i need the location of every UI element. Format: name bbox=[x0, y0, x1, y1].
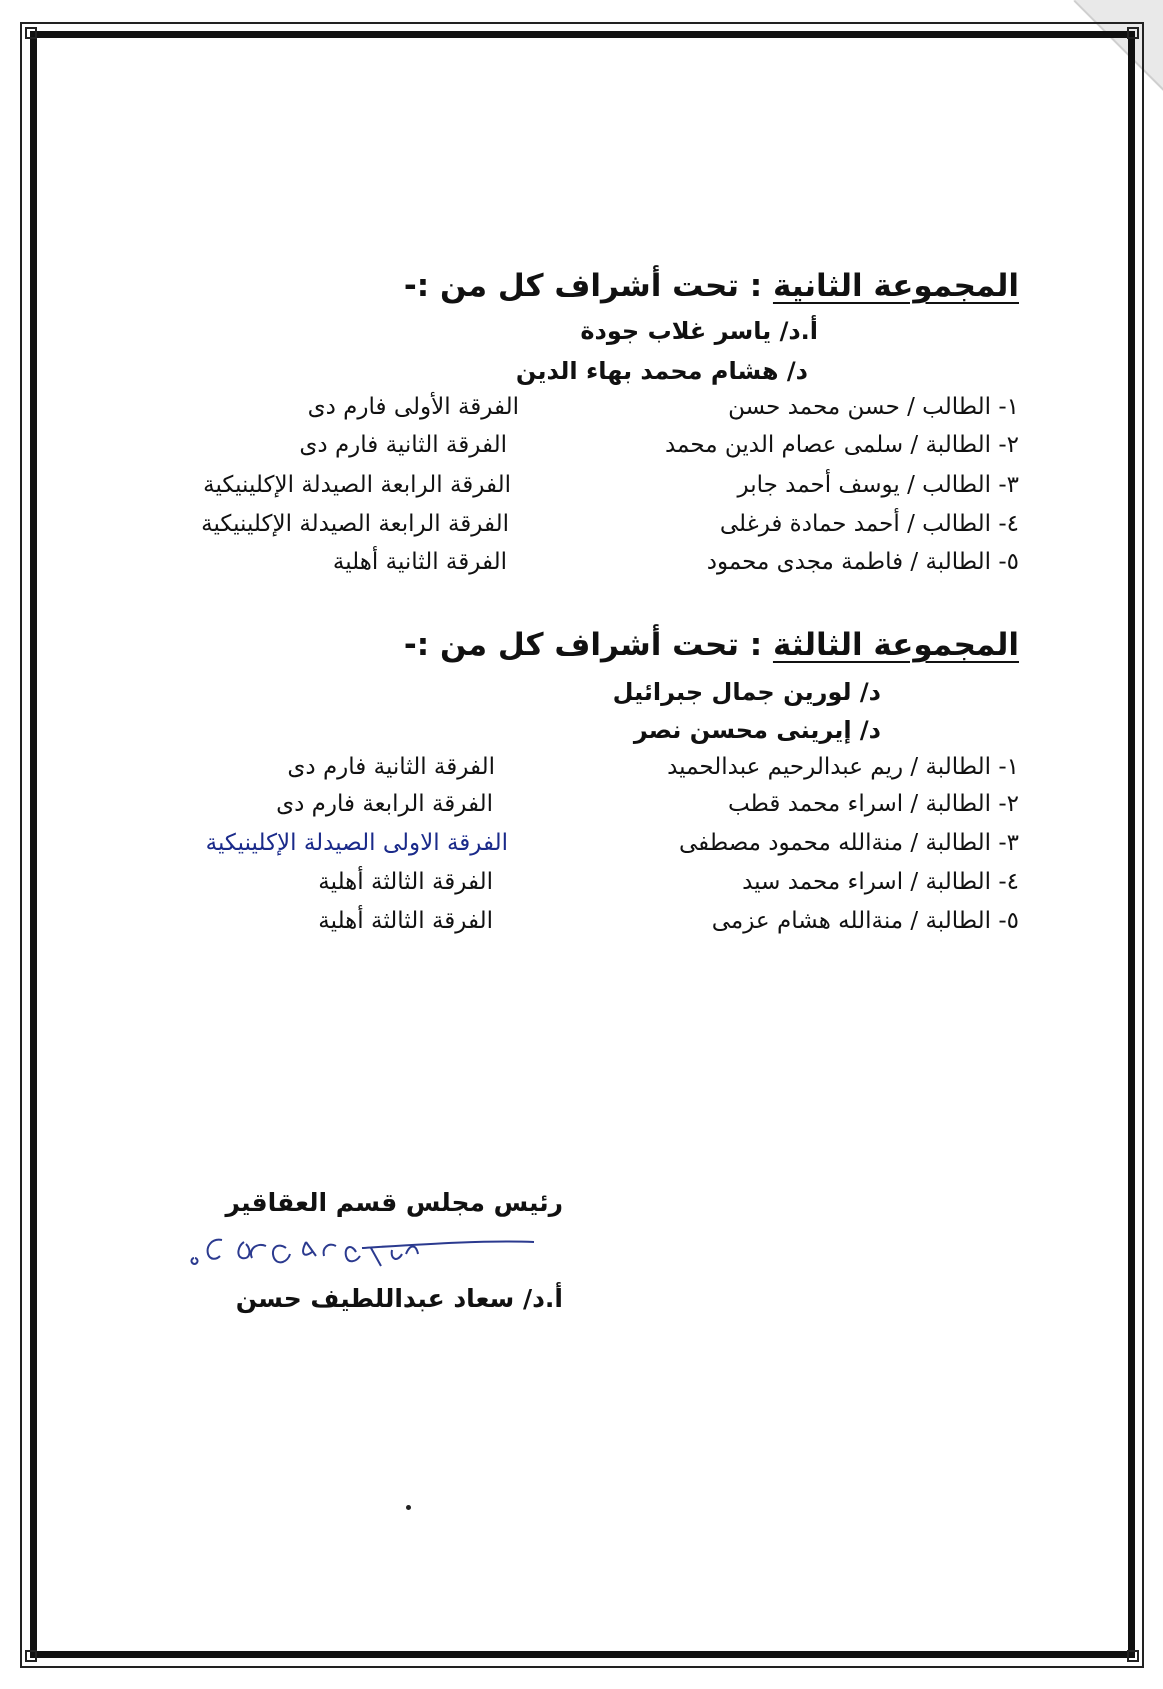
group2-student-3: ٣- الطالب / يوسف أحمد جابر bbox=[737, 472, 1019, 498]
group2-student-4-class: الفرقة الرابعة الصيدلة الإكلينيكية bbox=[201, 511, 509, 537]
group3-student-5: ٥- الطالبة / منةالله هشام عزمى bbox=[711, 908, 1019, 934]
group3-student-3: ٣- الطالبة / منةالله محمود مصطفى bbox=[679, 830, 1019, 856]
group2-student-1-class: الفرقة الأولى فارم دى bbox=[307, 394, 519, 420]
group3-student-4: ٤- الطالبة / اسراء محمد سيد bbox=[742, 869, 1019, 895]
group3-heading bbox=[404, 627, 1019, 663]
group3-student-1-class: الفرقة الثانية فارم دى bbox=[287, 754, 495, 780]
border-corner-ornament bbox=[25, 27, 37, 39]
group3-student-1: ١- الطالبة / ريم عبدالرحيم عبدالحميد bbox=[667, 754, 1019, 780]
group2-student-2: ٢- الطالبة / سلمى عصام الدين محمد bbox=[664, 432, 1019, 458]
group3-heading-suffix: : تحت أشراف كل من :- bbox=[403, 627, 773, 663]
group3-heading-title: المجموعة الثالثة bbox=[772, 627, 1019, 663]
signature-title: رئيس مجلس قسم العقاقير bbox=[225, 1188, 563, 1217]
group3-supervisor-1: د/ لورين جمال جبرائيل bbox=[612, 678, 881, 706]
group3-supervisor-2: د/ إيرينى محسن نصر bbox=[633, 716, 881, 744]
group2-student-1: ١- الطالب / حسن محمد حسن bbox=[728, 394, 1019, 420]
group2-student-2-class: الفرقة الثانية فارم دى bbox=[299, 432, 507, 458]
group2-student-4: ٤- الطالب / أحمد حمادة فرغلى bbox=[719, 511, 1019, 537]
group2-heading-title: المجموعة الثانية bbox=[772, 268, 1019, 304]
group3-student-2: ٢- الطالبة / اسراء محمد قطب bbox=[727, 791, 1019, 817]
border-corner-ornament bbox=[25, 1650, 37, 1662]
group3-student-3-class: الفرقة الاولى الصيدلة الإكلينيكية bbox=[205, 830, 508, 856]
group2-heading bbox=[404, 268, 1019, 304]
group3-student-4-class: الفرقة الثالثة أهلية bbox=[318, 869, 493, 895]
group2-student-5-class: الفرقة الثانية أهلية bbox=[332, 549, 507, 575]
group3-student-5-class: الفرقة الثالثة أهلية bbox=[318, 908, 493, 934]
group2-supervisor-1: أ.د/ ياسر غلاب جودة bbox=[580, 317, 818, 345]
group2-student-3-class: الفرقة الرابعة الصيدلة الإكلينيكية bbox=[203, 472, 511, 498]
signature-name: أ.د/ سعاد عبداللطيف حسن bbox=[235, 1284, 563, 1313]
group2-supervisor-2: د/ هشام محمد بهاء الدين bbox=[515, 357, 808, 385]
group2-student-5: ٥- الطالبة / فاطمة مجدى محمود bbox=[706, 549, 1019, 575]
border-corner-ornament bbox=[1127, 1650, 1139, 1662]
handwritten-signature bbox=[166, 1228, 546, 1276]
border-corner-ornament bbox=[1127, 27, 1139, 39]
group2-heading-suffix: : تحت أشراف كل من :- bbox=[403, 268, 773, 304]
group3-student-2-class: الفرقة الرابعة فارم دى bbox=[276, 791, 493, 817]
scan-speck bbox=[406, 1505, 411, 1510]
